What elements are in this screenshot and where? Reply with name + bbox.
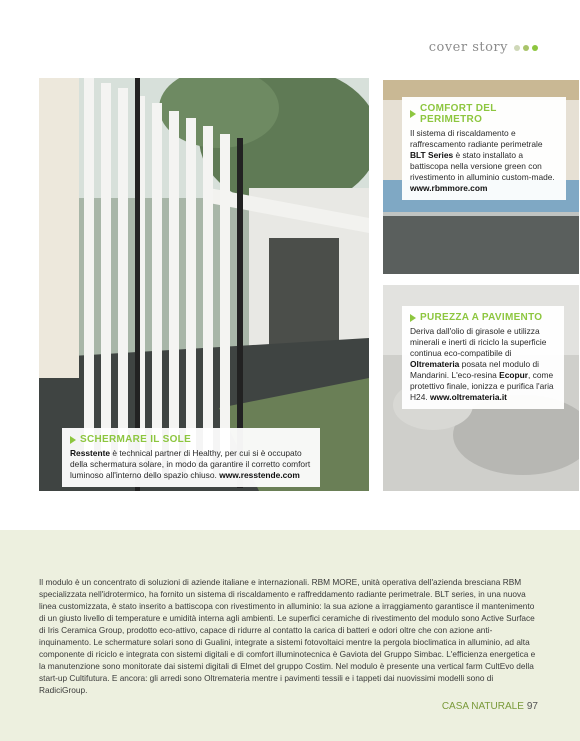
magazine-name: CASA NATURALE [441, 701, 524, 712]
dot-2 [523, 45, 529, 51]
infobox-title [410, 103, 558, 125]
article-body: Il modulo è un concentrato di soluzioni di aziende italiane e internazionali. RBM MORE, unità operativa dell'azienda bresciana RBM specializzata nell'idrotermico, ha fornito un sistema di riscaldamento e raffreddamento radiante perimetrale. BLT series, in una nuova linea customizzata, è stato inserito a battiscopa con rivestimento in alluminio: la sua azione a irraggiamento garantisce il mantenimento di un giusto livello di temperature e umidità interna agli ambienti. Le superfici ceramiche di rivestimento del modulo sono Active Surface di Iris Ceramica Group, prodotto eco-attivo, capace di ridurre al contatto la carica di batteri e odori oltre che con azione anti-inquinamento. Le schermature solari sono di Gualini, integrate a sistemi fotovoltaici mentre la pergola bioclimatica in alluminio, ad alta componente di riciclo e integrata con sistemi digitali e di comfort illuminotecnica è Gaviota del Gruppo Simbac. L'efficienza energetica e la manutenzione sono monitorate dai sistemi digitali di Elmet del gruppo Costim. Nel modulo è presente una vertical farm CultEvo della start-up Cultifutura. E ancora: gli arredi sono Oltremateria mentre i pavimenti tessili e i tappeti dai nuovissimi modelli sono di RadiciGroup. [39, 577, 536, 695]
triangle-bullet-icon [410, 314, 416, 322]
dot-3 [532, 45, 538, 51]
infobox-body [70, 448, 312, 481]
website-link[interactable]: www.resstende.com [219, 470, 300, 480]
infobox-text: Deriva dall'olio di girasole e utilizza minerali e inerti di riciclo la superficie continua eco-compatibile di [410, 326, 547, 358]
section-label: cover story [428, 40, 508, 55]
infobox-floor [402, 306, 564, 409]
triangle-bullet-icon [70, 436, 76, 444]
header-dots [514, 45, 538, 51]
brand-name: Resstente [70, 448, 111, 458]
brand-name: Ecopur [499, 370, 528, 380]
infobox-text: è technical partner di Healthy, per cui si è occupato della schermatura solare, in modo da garantire il corretto comfort luminoso all'interno dello spazio chiuso. [70, 448, 311, 480]
infobox-title [70, 434, 312, 445]
triangle-bullet-icon [410, 110, 416, 118]
infobox-body [410, 326, 556, 403]
infobox-title-text: PUREZZA A PAVIMENTO [420, 312, 543, 323]
page-number: 97 [526, 701, 538, 712]
website-link[interactable]: www.oltremateria.it [430, 392, 507, 402]
brand-name: BLT Series [410, 150, 454, 160]
dot-1 [514, 45, 520, 51]
infobox-title-text: COMFORT DEL PERIMETRO [420, 103, 497, 125]
brand-name: Oltremateria [410, 359, 460, 369]
infobox-body [410, 128, 558, 194]
infobox-text: è stato installato a battiscopa nella versione green con rivestimento in alluminio custom-made. [410, 150, 555, 182]
section-header [429, 40, 538, 55]
infobox-title [410, 312, 556, 323]
website-link[interactable]: www.rbmmore.com [410, 183, 488, 193]
infobox-text: Il sistema di riscaldamento e raffrescamento radiante perimetrale [410, 128, 543, 149]
infobox-text: posata nel modulo di Mandarini. L'eco-resina [410, 359, 539, 380]
page-footer [442, 701, 538, 712]
infobox-title-text: SCHERMARE IL SOLE [80, 434, 192, 445]
infobox-text: , come protettivo finale, ionizza e purifica l'aria H24. [410, 370, 554, 402]
infobox-sun-shading [62, 428, 320, 487]
infobox-perimeter [402, 97, 566, 200]
